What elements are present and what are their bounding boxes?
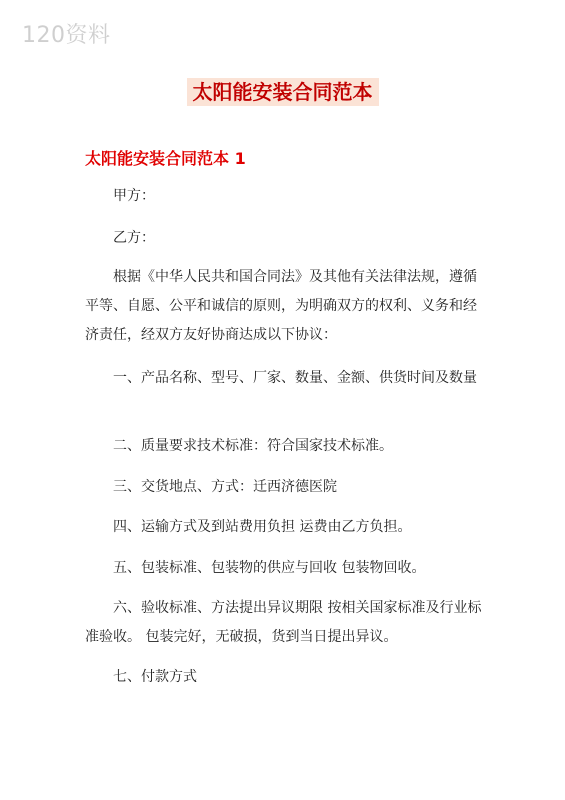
document-title <box>0 76 565 105</box>
preamble-paragraph: 根据《中华人民共和国合同法》及其他有关法律法规，遵循平等、自愿、公平和诚信的原则，为明确双方的权利、义务和经济责任，经双方友好协商达成以下协议： <box>85 269 477 343</box>
party-a-line: 甲方： <box>113 188 155 204</box>
clause-3: 三、交货地点、方式：迁西济德医院 <box>113 479 337 495</box>
document-title-text: 太阳能安装合同范本 <box>187 78 379 106</box>
watermark: 120资料 <box>22 23 111 48</box>
party-b-line: 乙方： <box>113 230 155 246</box>
clause-5: 五、包装标准、包装物的供应与回收 包装物回收。 <box>113 560 426 576</box>
clause-4: 四、运输方式及到站费用负担 运费由乙方负担。 <box>113 519 412 535</box>
clause-7: 七、付款方式 <box>113 669 197 685</box>
clause-6: 六、验收标准、方法提出异议期限 按相关国家标准及行业标准验收。 包装完好，无破损，货到当日提出异议。 <box>85 600 482 645</box>
section-heading: 太阳能安装合同范本 1 <box>85 149 246 168</box>
clause-1: 一、产品名称、型号、厂家、数量、金额、供货时间及数量 <box>113 370 477 386</box>
clause-2: 二、质量要求技术标准：符合国家技术标准。 <box>113 438 393 454</box>
